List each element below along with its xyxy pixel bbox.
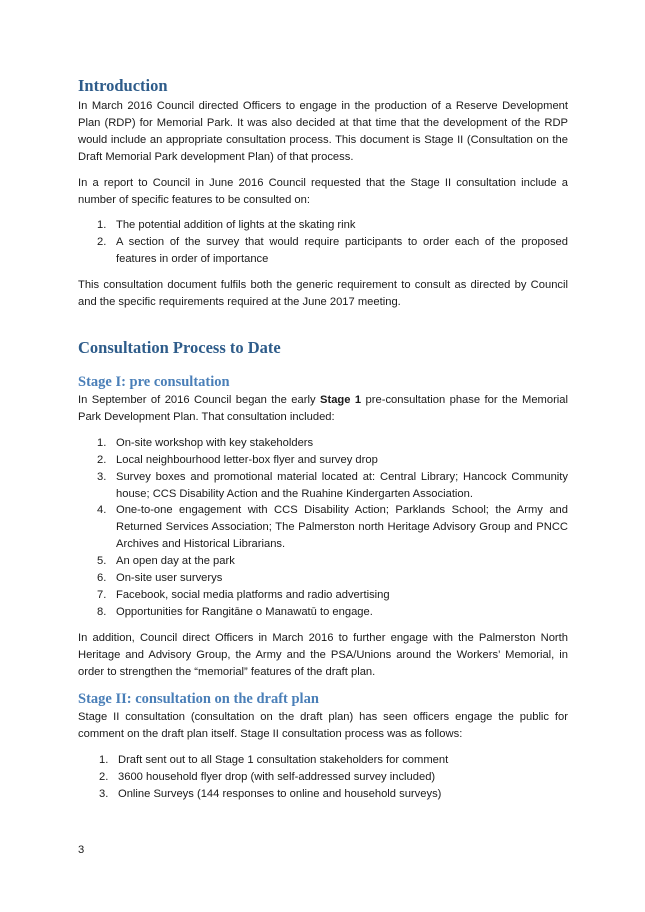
intro-paragraph-2: In a report to Council in June 2016 Council requested that the Stage II consultation include a number of specific features to be consulted on: bbox=[78, 176, 568, 206]
list-item: 3. Survey boxes and promotional material located at: Central Library; Hancock Community house; CCS Disability Action and the Ruahine Kindergarten Association. bbox=[97, 470, 568, 500]
stage-1-paragraph-2: In addition, Council direct Officers in March 2016 to further engage with the Palmerston North Heritage and Advisory Group, the Army and the PSA/Unions around the Workers’ Memorial, in order to strengthen the “memorial” features of the draft plan. bbox=[78, 631, 568, 678]
list-item: 1. The potential addition of lights at the skating rink bbox=[97, 219, 356, 232]
page-content bbox=[78, 76, 568, 803]
stage-2-heading: Stage II: consultation on the draft plan bbox=[78, 691, 319, 708]
list-item: 6. On-site user surverys bbox=[97, 572, 223, 585]
intro-paragraph-3: This consultation document fulfils both the generic requirement to consult as directed by Council and the specific requirements required at the June 2017 meeting. bbox=[78, 279, 568, 309]
stage-2-list bbox=[78, 752, 568, 803]
list-item: 1. On-site workshop with key stakeholders bbox=[97, 436, 314, 449]
stage-1-heading: Stage I: pre consultation bbox=[78, 373, 230, 390]
list-item: 7. Facebook, social media platforms and radio advertising bbox=[97, 588, 390, 601]
list-item: 5. An open day at the park bbox=[97, 555, 235, 568]
list-item: 4. One-to-one engagement with CCS Disability Action; Parklands School; the Army and Returned Services Association; The Palmerston north Heritage Advisory Group and PNCC Archives and Historical Librarians. bbox=[97, 504, 568, 551]
list-item: 2. 3600 household flyer drop (with self-addressed survey included) bbox=[99, 771, 436, 784]
list-item: 1. Draft sent out to all Stage 1 consultation stakeholders for comment bbox=[99, 754, 449, 767]
list-item: 8. Opportunities for Rangitāne o Manawatū to engage. bbox=[97, 605, 373, 618]
consultation-process-heading: Consultation Process to Date bbox=[78, 337, 281, 357]
intro-feature-list bbox=[78, 217, 568, 268]
stage-1-list bbox=[78, 435, 568, 621]
introduction-heading: Introduction bbox=[78, 76, 168, 95]
list-item: 2. Local neighbourhood letter-box flyer and survey drop bbox=[97, 453, 378, 466]
page-number: 3 bbox=[78, 844, 85, 856]
stage-1-paragraph-1: In September of 2016 Council began the early Stage 1 pre-consultation phase for the Memorial Park Development Plan. That consultation included: bbox=[78, 393, 568, 423]
list-item: 2. A section of the survey that would require participants to order each of the proposed features in order of importance bbox=[97, 236, 568, 266]
intro-paragraph-1: In March 2016 Council directed Officers to engage in the production of a Reserve Development Plan (RDP) for Memorial Park. It was also decided at that time that the development of the RDP would include an appropriate consultation process. This document is Stage II (Consultation on the Draft Memorial Park development Plan) of that process. bbox=[78, 100, 568, 163]
list-item: 3. Online Surveys (144 responses to online and household surveys) bbox=[99, 788, 442, 801]
stage-2-paragraph-1: Stage II consultation (consultation on the draft plan) has seen officers engage the public for comment on the draft plan itself. Stage II consultation process was as follows: bbox=[78, 711, 568, 741]
